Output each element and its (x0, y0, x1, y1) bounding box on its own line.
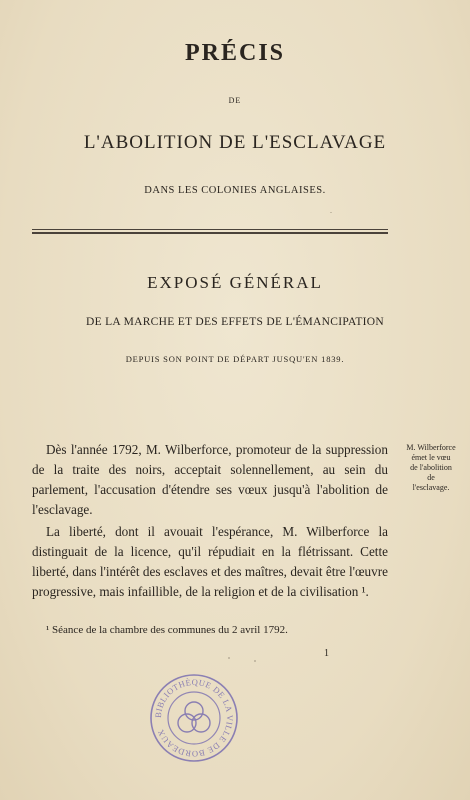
title-colonies: DANS LES COLONIES ANGLAISES. (144, 185, 326, 196)
page-number: 1 (324, 648, 329, 659)
footnote: ¹ Séance de la chambre des communes du 2 avril 1792. (46, 624, 288, 636)
title-precis: PRÉCIS (184, 40, 286, 66)
margin-note-line: M. Wilberforce (406, 443, 456, 452)
margin-note-line: de (427, 473, 435, 482)
stamp-text: BIBLIOTHÈQUE DE LA VILLE DE BORDEAUX (152, 676, 236, 760)
library-stamp-icon (148, 672, 240, 764)
divider-rule (32, 229, 388, 230)
divider-rule-thick (32, 232, 388, 234)
margin-note-line: émet le vœu (411, 453, 451, 462)
section-date-line: DEPUIS SON POINT DE DÉPART JUSQU'EN 1839. (125, 354, 345, 364)
paragraph-1: Dès l'année 1792, M. Wilberforce, promoteur de la suppression de la traite des noirs, acceptait solennellement, au sein du parlement, l'accusation d'étendre ses vœux jusqu'à l'abolition de l'esclavage. (32, 442, 388, 517)
section-subheading: DE LA MARCHE ET DES EFFETS DE L'ÉMANCIPATION (86, 316, 384, 328)
title-abolition: L'ABOLITION DE L'ESCLAVAGE (83, 132, 387, 153)
section-heading: EXPOSÉ GÉNÉRAL (147, 273, 323, 292)
margin-note (394, 443, 468, 493)
title-de: DE (228, 96, 242, 105)
margin-note-line: l'esclavage. (412, 483, 450, 492)
paragraph-2: La liberté, dont il avouait l'espérance, M. Wilberforce la distinguait de la licence, qu'il répudiait en la flétrissant. Cette liberté, dans l'intérêt des esclaves et des maîtres, devait être l'œuvre progressive, mais infaillible, de la religion et de la civilisation ¹. (32, 524, 388, 599)
margin-note-line: de l'abolition (410, 463, 452, 472)
